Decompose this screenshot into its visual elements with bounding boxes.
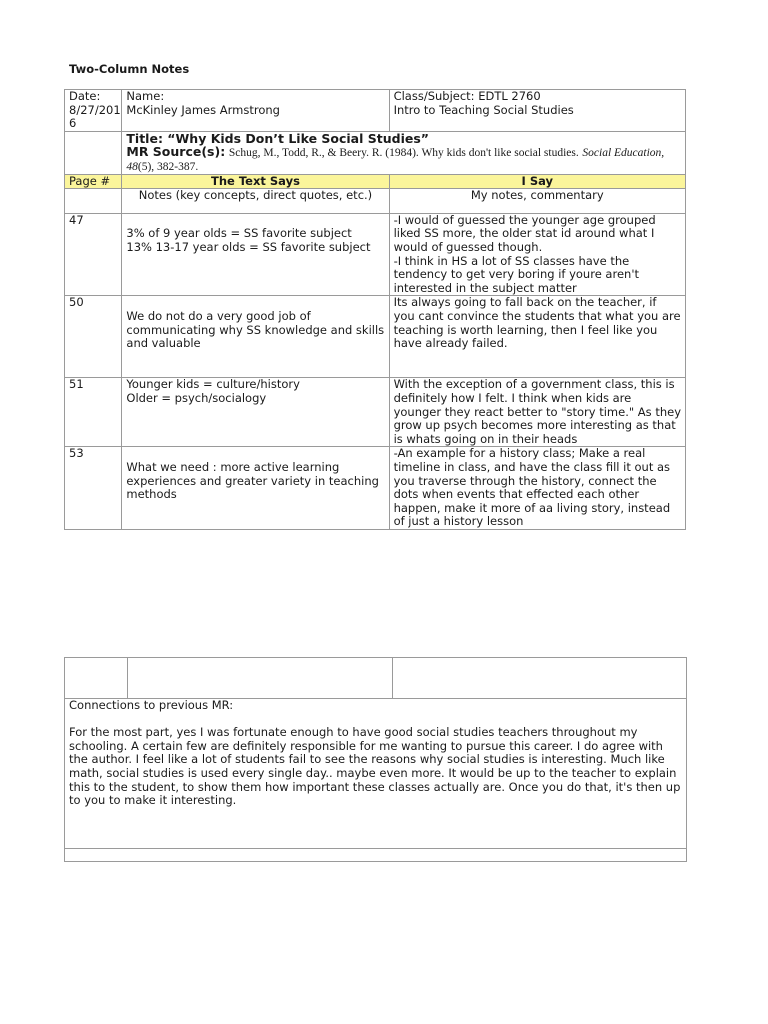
name-cell	[122, 90, 389, 132]
row-page: 50	[65, 296, 122, 378]
name-label: Name:	[126, 89, 165, 103]
footer-cell	[65, 849, 687, 862]
i-say-subheader: My notes, commentary	[389, 188, 685, 213]
row-text-says: What we need : more active learning experiences and greater variety in teaching methods	[122, 447, 389, 530]
name-value: McKinley James Armstrong	[126, 102, 280, 117]
info-row	[65, 90, 686, 132]
row-text-says: Younger kids = culture/history Older = psych/socialogy	[122, 378, 389, 447]
text-says-subheader: Notes (key concepts, direct quotes, etc.)	[122, 188, 389, 213]
empty-cell	[65, 658, 128, 699]
row-i-say: -An example for a history class; Make a real timeline in class, and have the class fill it out as you traverse through the history, connect the dots when events that effected each other happen, make it more of aa living story, instead of just a history lesson	[389, 447, 685, 530]
table-row	[65, 447, 686, 530]
column-header-row	[65, 174, 686, 188]
column-subheader-row	[65, 188, 686, 213]
class-cell	[389, 90, 685, 132]
article-title: Title: “Why Kids Don’t Like Social Studies”	[126, 130, 429, 146]
row-page: 51	[65, 378, 122, 447]
class-value: Intro to Teaching Social Studies	[393, 102, 574, 117]
empty-cell	[393, 658, 687, 699]
empty-row	[65, 658, 687, 699]
page-heading: Two-Column Notes	[69, 62, 190, 76]
text-says-header: The Text Says	[122, 174, 389, 188]
table-row	[65, 378, 686, 447]
source-text: Schug, M., Todd, R., & Beery. R. (1984). Why kids don't like social studies.	[228, 146, 579, 159]
row-i-say: With the exception of a government class, this is definitely how I felt. I think when kids are younger they react better to "story time." As they grow up psych becomes more interesting as that is whats going on in their heads	[389, 378, 685, 447]
row-text-says: We do not do a very good job of communicating why SS knowledge and skills and valuable	[122, 296, 389, 378]
row-i-say: Its always going to fall back on the teacher, if you cant convince the students that what you are teaching is worth learning, then I feel like you have already failed.	[389, 296, 685, 378]
connections-row	[65, 699, 687, 849]
row-text-says: 3% of 9 year olds = SS favorite subject 13% 13-17 year olds = SS favorite subject	[122, 213, 389, 296]
article-source	[126, 145, 681, 174]
footer-row	[65, 849, 687, 862]
subheader-spacer	[65, 188, 122, 213]
connections-cell	[65, 699, 687, 849]
table-row	[65, 213, 686, 296]
page-header: Page #	[65, 174, 122, 188]
date-cell	[65, 90, 122, 132]
source-journal: Social Education, 48	[126, 146, 665, 173]
article-cell	[122, 131, 686, 174]
source-issue: (5), 382-387.	[137, 160, 199, 173]
connections-text: For the most part, yes I was fortunate enough to have good social studies teachers throughout my schooling. A certain few are definitely responsible for me wanting to pursue this career. I do agree with the author. I feel like a lot of students fail to see the reasons why social studies is interesting. Much like math, social studies is used every single day.. maybe even more. It would be up to the teacher to explain this to the student, to show them how important these classes actually are. Once you do that, it's then up to you to make it interesting.	[69, 725, 681, 808]
source-label: MR Source(s):	[126, 143, 226, 159]
article-spacer	[65, 131, 122, 174]
notes-table	[64, 89, 686, 530]
row-page: 53	[65, 447, 122, 530]
i-say-header: I Say	[389, 174, 685, 188]
empty-cell	[128, 658, 393, 699]
date-value: 8/27/201 6	[69, 102, 121, 131]
connections-label: Connections to previous MR:	[69, 698, 234, 712]
class-label: Class/Subject: EDTL 2760	[393, 89, 541, 103]
row-i-say: -I would of guessed the younger age grouped liked SS more, the older stat id around what I would of guessed though. -I think in HS a lot of SS classes have the tendency to get very boring if youre aren't interested in the subject matter	[389, 213, 685, 296]
date-label: Date:	[69, 89, 101, 103]
table-row	[65, 296, 686, 378]
connections-table	[64, 657, 687, 862]
row-page: 47	[65, 213, 122, 296]
article-row	[65, 131, 686, 174]
